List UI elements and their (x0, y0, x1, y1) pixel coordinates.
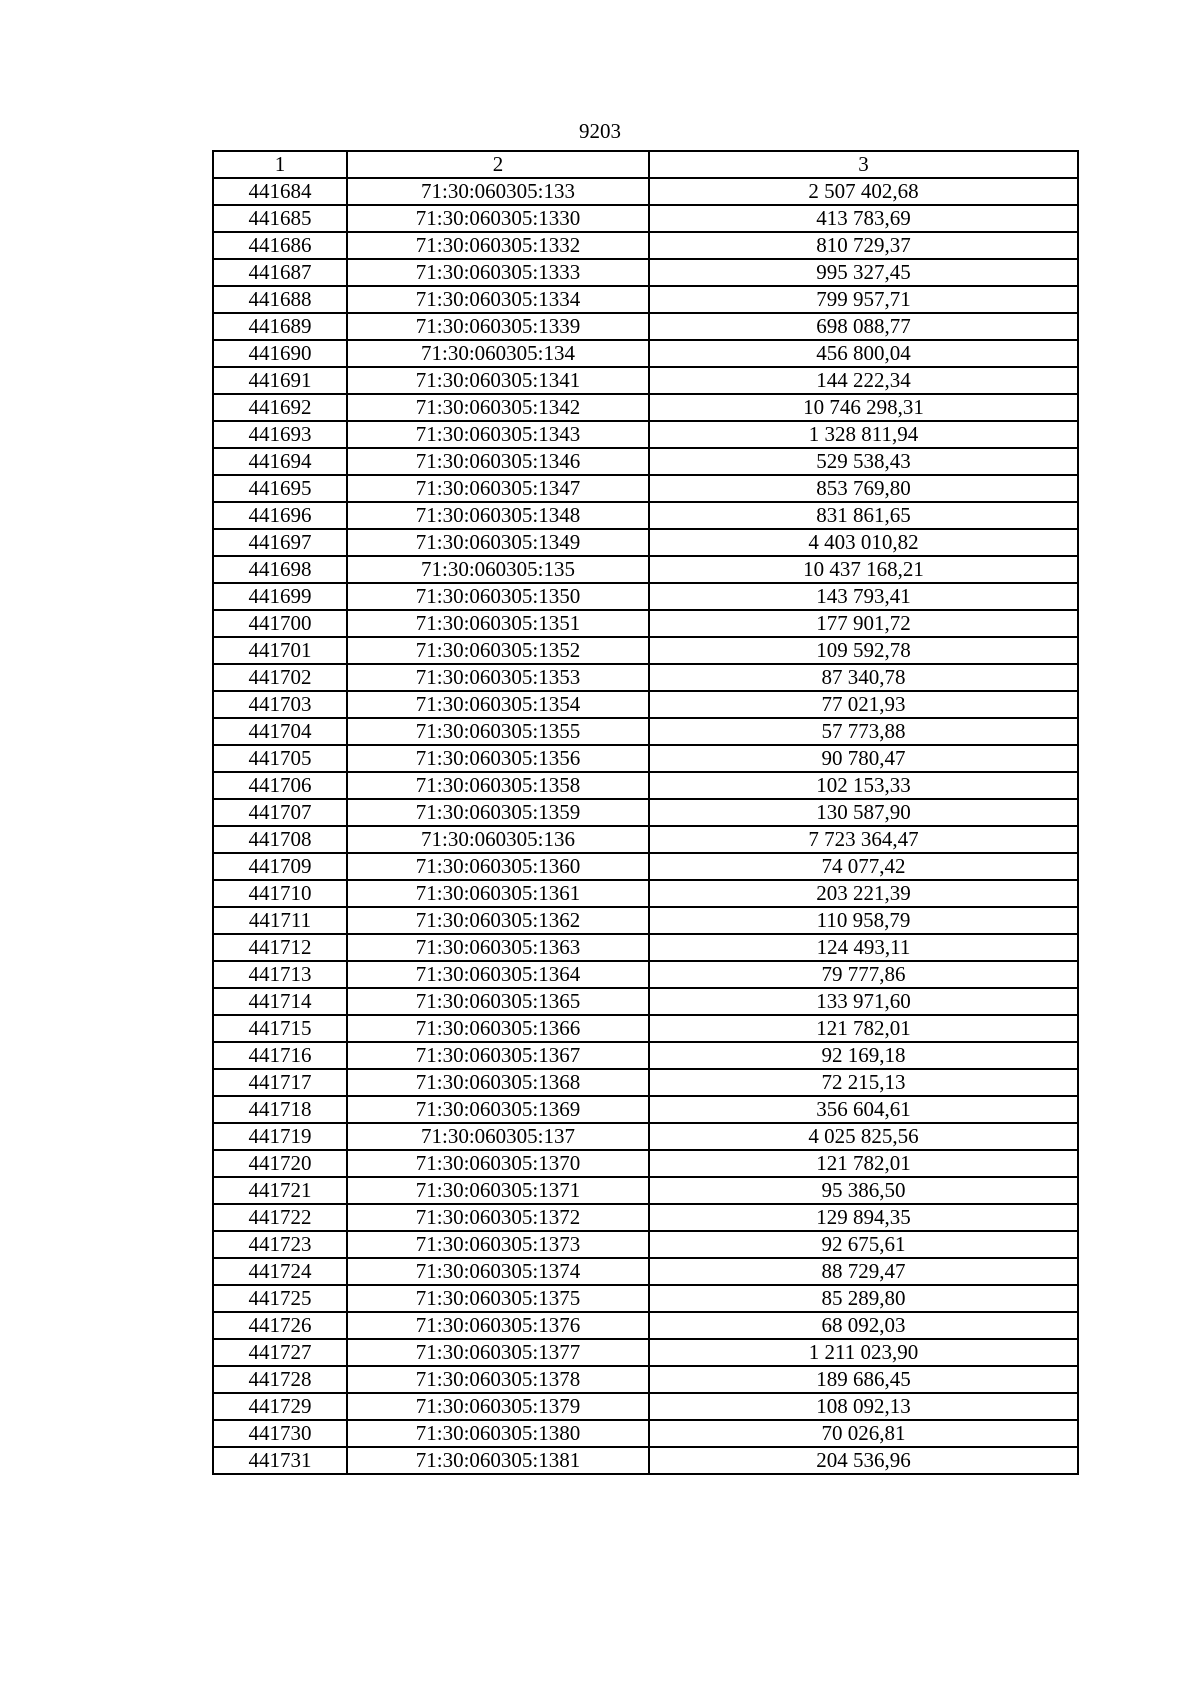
row-number-cell: 441690 (213, 340, 347, 367)
row-number-cell: 441720 (213, 1150, 347, 1177)
cadastral-number-cell: 71:30:060305:1334 (347, 286, 649, 313)
cadastral-number-cell: 71:30:060305:1342 (347, 394, 649, 421)
value-cell: 203 221,39 (649, 880, 1078, 907)
cadastral-number-cell: 71:30:060305:1369 (347, 1096, 649, 1123)
row-number-cell: 441691 (213, 367, 347, 394)
table-row (213, 907, 1078, 934)
value-cell: 92 169,18 (649, 1042, 1078, 1069)
table-row (213, 340, 1078, 367)
value-cell: 799 957,71 (649, 286, 1078, 313)
cadastral-number-cell: 71:30:060305:1341 (347, 367, 649, 394)
cadastral-number-cell: 71:30:060305:1348 (347, 502, 649, 529)
table-row (213, 448, 1078, 475)
value-cell: 133 971,60 (649, 988, 1078, 1015)
column-header-3: 3 (649, 151, 1078, 178)
row-number-cell: 441726 (213, 1312, 347, 1339)
cadastral-number-cell: 71:30:060305:1355 (347, 718, 649, 745)
row-number-cell: 441703 (213, 691, 347, 718)
cadastral-number-cell: 71:30:060305:1374 (347, 1258, 649, 1285)
value-cell: 7 723 364,47 (649, 826, 1078, 853)
table-row (213, 1177, 1078, 1204)
table-row (213, 367, 1078, 394)
row-number-cell: 441705 (213, 745, 347, 772)
table-row (213, 880, 1078, 907)
cadastral-number-cell: 71:30:060305:1377 (347, 1339, 649, 1366)
table-row (213, 1042, 1078, 1069)
value-cell: 10 437 168,21 (649, 556, 1078, 583)
row-number-cell: 441721 (213, 1177, 347, 1204)
cadastral-number-cell: 71:30:060305:1363 (347, 934, 649, 961)
table-row (213, 1150, 1078, 1177)
value-cell: 121 782,01 (649, 1015, 1078, 1042)
cadastral-number-cell: 71:30:060305:133 (347, 178, 649, 205)
value-cell: 87 340,78 (649, 664, 1078, 691)
row-number-cell: 441718 (213, 1096, 347, 1123)
table-row (213, 1420, 1078, 1447)
cadastral-number-cell: 71:30:060305:1339 (347, 313, 649, 340)
table-row (213, 259, 1078, 286)
row-number-cell: 441702 (213, 664, 347, 691)
table-row (213, 1393, 1078, 1420)
value-cell: 121 782,01 (649, 1150, 1078, 1177)
row-number-cell: 441729 (213, 1393, 347, 1420)
table-row (213, 205, 1078, 232)
cadastral-number-cell: 71:30:060305:135 (347, 556, 649, 583)
table-row (213, 421, 1078, 448)
value-cell: 853 769,80 (649, 475, 1078, 502)
value-cell: 10 746 298,31 (649, 394, 1078, 421)
table-row (213, 745, 1078, 772)
row-number-cell: 441699 (213, 583, 347, 610)
value-cell: 456 800,04 (649, 340, 1078, 367)
cadastral-number-cell: 71:30:060305:1332 (347, 232, 649, 259)
cadastral-number-cell: 71:30:060305:1330 (347, 205, 649, 232)
table-row (213, 1015, 1078, 1042)
row-number-cell: 441714 (213, 988, 347, 1015)
table-row (213, 1204, 1078, 1231)
table-row (213, 475, 1078, 502)
cadastral-number-cell: 71:30:060305:1359 (347, 799, 649, 826)
table-row (213, 826, 1078, 853)
cadastral-number-cell: 71:30:060305:1349 (347, 529, 649, 556)
table-row (213, 583, 1078, 610)
row-number-cell: 441686 (213, 232, 347, 259)
table-row (213, 556, 1078, 583)
cadastral-number-cell: 71:30:060305:1381 (347, 1447, 649, 1474)
value-cell: 124 493,11 (649, 934, 1078, 961)
value-cell: 413 783,69 (649, 205, 1078, 232)
row-number-cell: 441710 (213, 880, 347, 907)
page-number: 9203 (579, 119, 621, 143)
value-cell: 68 092,03 (649, 1312, 1078, 1339)
cadastral-number-cell: 71:30:060305:1346 (347, 448, 649, 475)
cadastral-number-cell: 71:30:060305:1333 (347, 259, 649, 286)
cadastral-number-cell: 71:30:060305:1361 (347, 880, 649, 907)
cadastral-number-cell: 71:30:060305:1379 (347, 1393, 649, 1420)
value-cell: 109 592,78 (649, 637, 1078, 664)
row-number-cell: 441706 (213, 772, 347, 799)
table-row (213, 691, 1078, 718)
cadastral-number-cell: 71:30:060305:1370 (347, 1150, 649, 1177)
value-cell: 356 604,61 (649, 1096, 1078, 1123)
cadastral-number-cell: 71:30:060305:1358 (347, 772, 649, 799)
value-cell: 204 536,96 (649, 1447, 1078, 1474)
row-number-cell: 441696 (213, 502, 347, 529)
cadastral-number-cell: 71:30:060305:1362 (347, 907, 649, 934)
table-row (213, 988, 1078, 1015)
cadastral-number-cell: 71:30:060305:1351 (347, 610, 649, 637)
row-number-cell: 441700 (213, 610, 347, 637)
cadastral-number-cell: 71:30:060305:1366 (347, 1015, 649, 1042)
row-number-cell: 441717 (213, 1069, 347, 1096)
row-number-cell: 441711 (213, 907, 347, 934)
cadastral-number-cell: 71:30:060305:1350 (347, 583, 649, 610)
header-row (213, 151, 1078, 178)
table-row (213, 934, 1078, 961)
cadastral-number-cell: 71:30:060305:1360 (347, 853, 649, 880)
value-cell: 95 386,50 (649, 1177, 1078, 1204)
table-row (213, 718, 1078, 745)
row-number-cell: 441731 (213, 1447, 347, 1474)
value-cell: 108 092,13 (649, 1393, 1078, 1420)
table-row (213, 1339, 1078, 1366)
row-number-cell: 441708 (213, 826, 347, 853)
value-cell: 4 403 010,82 (649, 529, 1078, 556)
row-number-cell: 441716 (213, 1042, 347, 1069)
cadastral-number-cell: 71:30:060305:1364 (347, 961, 649, 988)
row-number-cell: 441713 (213, 961, 347, 988)
cadastral-number-cell: 71:30:060305:1353 (347, 664, 649, 691)
value-cell: 698 088,77 (649, 313, 1078, 340)
value-cell: 92 675,61 (649, 1231, 1078, 1258)
value-cell: 72 215,13 (649, 1069, 1078, 1096)
table-row (213, 394, 1078, 421)
value-cell: 1 328 811,94 (649, 421, 1078, 448)
row-number-cell: 441684 (213, 178, 347, 205)
value-cell: 189 686,45 (649, 1366, 1078, 1393)
table-row (213, 1069, 1078, 1096)
cadastral-number-cell: 71:30:060305:1352 (347, 637, 649, 664)
row-number-cell: 441697 (213, 529, 347, 556)
table-row (213, 799, 1078, 826)
value-cell: 79 777,86 (649, 961, 1078, 988)
table-row (213, 1123, 1078, 1150)
value-cell: 57 773,88 (649, 718, 1078, 745)
row-number-cell: 441692 (213, 394, 347, 421)
value-cell: 77 021,93 (649, 691, 1078, 718)
table-body (213, 178, 1078, 1474)
value-cell: 177 901,72 (649, 610, 1078, 637)
table-row (213, 178, 1078, 205)
value-cell: 2 507 402,68 (649, 178, 1078, 205)
row-number-cell: 441688 (213, 286, 347, 313)
table-row (213, 1258, 1078, 1285)
table-row (213, 286, 1078, 313)
value-cell: 130 587,90 (649, 799, 1078, 826)
value-cell: 143 793,41 (649, 583, 1078, 610)
row-number-cell: 441730 (213, 1420, 347, 1447)
table-row (213, 1312, 1078, 1339)
cadastral-number-cell: 71:30:060305:1378 (347, 1366, 649, 1393)
cadastral-number-cell: 71:30:060305:1368 (347, 1069, 649, 1096)
value-cell: 90 780,47 (649, 745, 1078, 772)
value-cell: 129 894,35 (649, 1204, 1078, 1231)
cadastral-number-cell: 71:30:060305:1375 (347, 1285, 649, 1312)
table-row (213, 529, 1078, 556)
value-cell: 831 861,65 (649, 502, 1078, 529)
row-number-cell: 441693 (213, 421, 347, 448)
value-cell: 144 222,34 (649, 367, 1078, 394)
data-table (212, 150, 1079, 1475)
table-row (213, 637, 1078, 664)
row-number-cell: 441685 (213, 205, 347, 232)
row-number-cell: 441687 (213, 259, 347, 286)
cadastral-number-cell: 71:30:060305:137 (347, 1123, 649, 1150)
cadastral-number-cell: 71:30:060305:1373 (347, 1231, 649, 1258)
table-row (213, 1366, 1078, 1393)
row-number-cell: 441719 (213, 1123, 347, 1150)
row-number-cell: 441712 (213, 934, 347, 961)
cadastral-number-cell: 71:30:060305:1380 (347, 1420, 649, 1447)
cadastral-number-cell: 71:30:060305:1367 (347, 1042, 649, 1069)
value-cell: 110 958,79 (649, 907, 1078, 934)
table-header (213, 151, 1078, 178)
row-number-cell: 441724 (213, 1258, 347, 1285)
table-row (213, 1285, 1078, 1312)
row-number-cell: 441723 (213, 1231, 347, 1258)
value-cell: 70 026,81 (649, 1420, 1078, 1447)
column-header-1: 1 (213, 151, 347, 178)
cadastral-number-cell: 71:30:060305:1372 (347, 1204, 649, 1231)
cadastral-number-cell: 71:30:060305:1356 (347, 745, 649, 772)
cadastral-number-cell: 71:30:060305:1354 (347, 691, 649, 718)
table-row (213, 664, 1078, 691)
row-number-cell: 441709 (213, 853, 347, 880)
row-number-cell: 441694 (213, 448, 347, 475)
table-row (213, 1096, 1078, 1123)
table-row (213, 502, 1078, 529)
column-header-2: 2 (347, 151, 649, 178)
value-cell: 529 538,43 (649, 448, 1078, 475)
value-cell: 4 025 825,56 (649, 1123, 1078, 1150)
row-number-cell: 441704 (213, 718, 347, 745)
cadastral-number-cell: 71:30:060305:1365 (347, 988, 649, 1015)
cadastral-number-cell: 71:30:060305:134 (347, 340, 649, 367)
table-row (213, 961, 1078, 988)
value-cell: 995 327,45 (649, 259, 1078, 286)
row-number-cell: 441728 (213, 1366, 347, 1393)
value-cell: 810 729,37 (649, 232, 1078, 259)
cadastral-number-cell: 71:30:060305:1376 (347, 1312, 649, 1339)
table-row (213, 610, 1078, 637)
row-number-cell: 441698 (213, 556, 347, 583)
row-number-cell: 441707 (213, 799, 347, 826)
row-number-cell: 441689 (213, 313, 347, 340)
table-row (213, 1231, 1078, 1258)
row-number-cell: 441701 (213, 637, 347, 664)
row-number-cell: 441715 (213, 1015, 347, 1042)
value-cell: 102 153,33 (649, 772, 1078, 799)
table-row (213, 313, 1078, 340)
cadastral-number-cell: 71:30:060305:1371 (347, 1177, 649, 1204)
value-cell: 88 729,47 (649, 1258, 1078, 1285)
row-number-cell: 441722 (213, 1204, 347, 1231)
table-row (213, 853, 1078, 880)
cadastral-number-cell: 71:30:060305:1347 (347, 475, 649, 502)
cadastral-number-cell: 71:30:060305:136 (347, 826, 649, 853)
table-row (213, 772, 1078, 799)
cadastral-number-cell: 71:30:060305:1343 (347, 421, 649, 448)
row-number-cell: 441727 (213, 1339, 347, 1366)
table-row (213, 232, 1078, 259)
row-number-cell: 441695 (213, 475, 347, 502)
row-number-cell: 441725 (213, 1285, 347, 1312)
value-cell: 85 289,80 (649, 1285, 1078, 1312)
value-cell: 74 077,42 (649, 853, 1078, 880)
value-cell: 1 211 023,90 (649, 1339, 1078, 1366)
table-row (213, 1447, 1078, 1474)
